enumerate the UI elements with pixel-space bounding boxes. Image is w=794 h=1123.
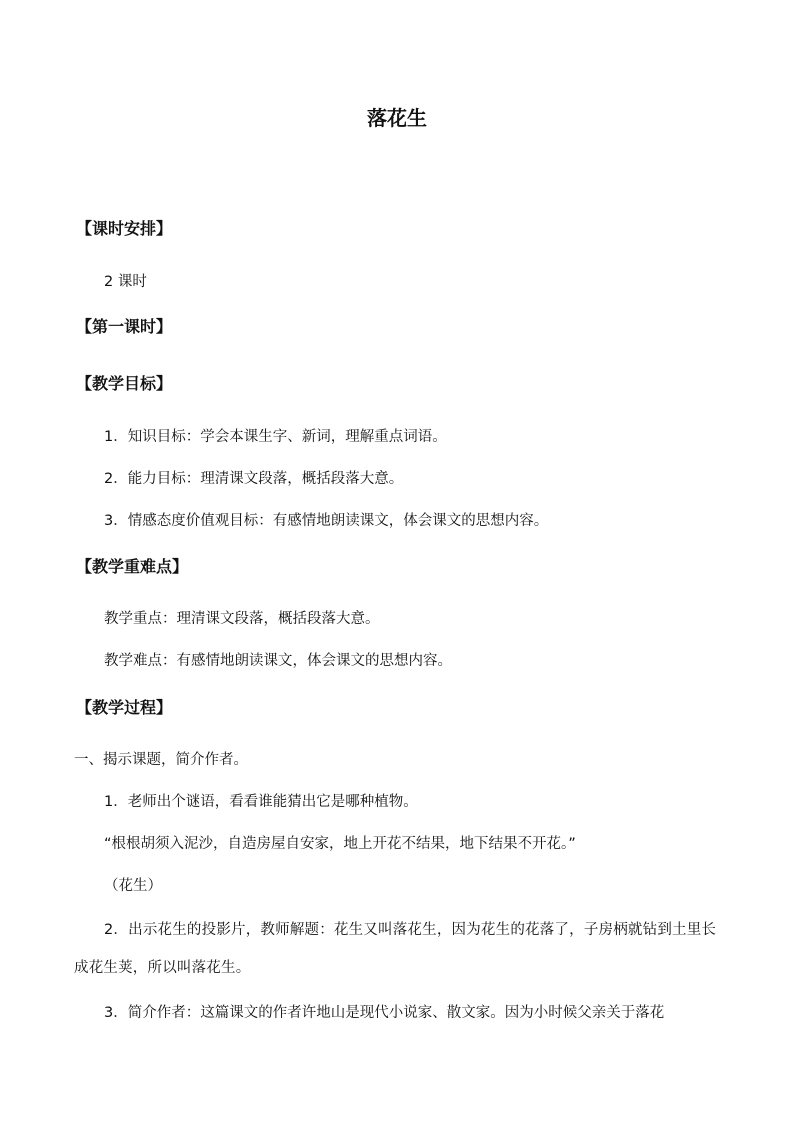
riddle-text: “根根胡须入泥沙，自造房屋自安家，地上开花不结果，地下结果不开花。” bbox=[104, 836, 576, 852]
riddle-answer: （花生） bbox=[104, 878, 162, 894]
process-item-3: 3．简介作者：这篇课文的作者许地山是现代小说家、散文家。因为小时候父亲关于落花 bbox=[104, 1005, 665, 1021]
section-heading-process: 【教学过程】 bbox=[76, 698, 173, 717]
section-heading-lesson1: 【第一课时】 bbox=[76, 317, 173, 336]
goal-item-2: 2．能力目标：理清课文段落，概括段落大意。 bbox=[104, 471, 404, 487]
document-title: 落花生 bbox=[367, 106, 427, 130]
keypoint-item-2: 教学难点：有感情地朗读课文，体会课文的思想内容。 bbox=[104, 653, 452, 669]
section-heading-schedule: 【课时安排】 bbox=[76, 219, 173, 238]
keypoint-item-1: 教学重点：理清课文段落，概括段落大意。 bbox=[104, 611, 380, 627]
schedule-text: 2 课时 bbox=[104, 274, 147, 290]
section-heading-goals: 【教学目标】 bbox=[76, 374, 173, 393]
process-item-2: 2．出示花生的投影片，教师解题：花生又叫落花生，因为花生的花落了，子房柄就钻到土里长成花生荚，所以叫落花生。 bbox=[74, 922, 717, 976]
section-heading-keypoints: 【教学重难点】 bbox=[76, 557, 189, 576]
goal-item-3: 3．情感态度价值观目标：有感情地朗读课文，体会课文的思想内容。 bbox=[104, 513, 549, 529]
goal-item-1: 1．知识目标：学会本课生字、新词，理解重点词语。 bbox=[104, 429, 447, 445]
process-item-1: 1．老师出个谜语，看看谁能猜出它是哪种植物。 bbox=[104, 794, 418, 810]
process-step-1: 一、揭示课题，简介作者。 bbox=[74, 752, 248, 768]
